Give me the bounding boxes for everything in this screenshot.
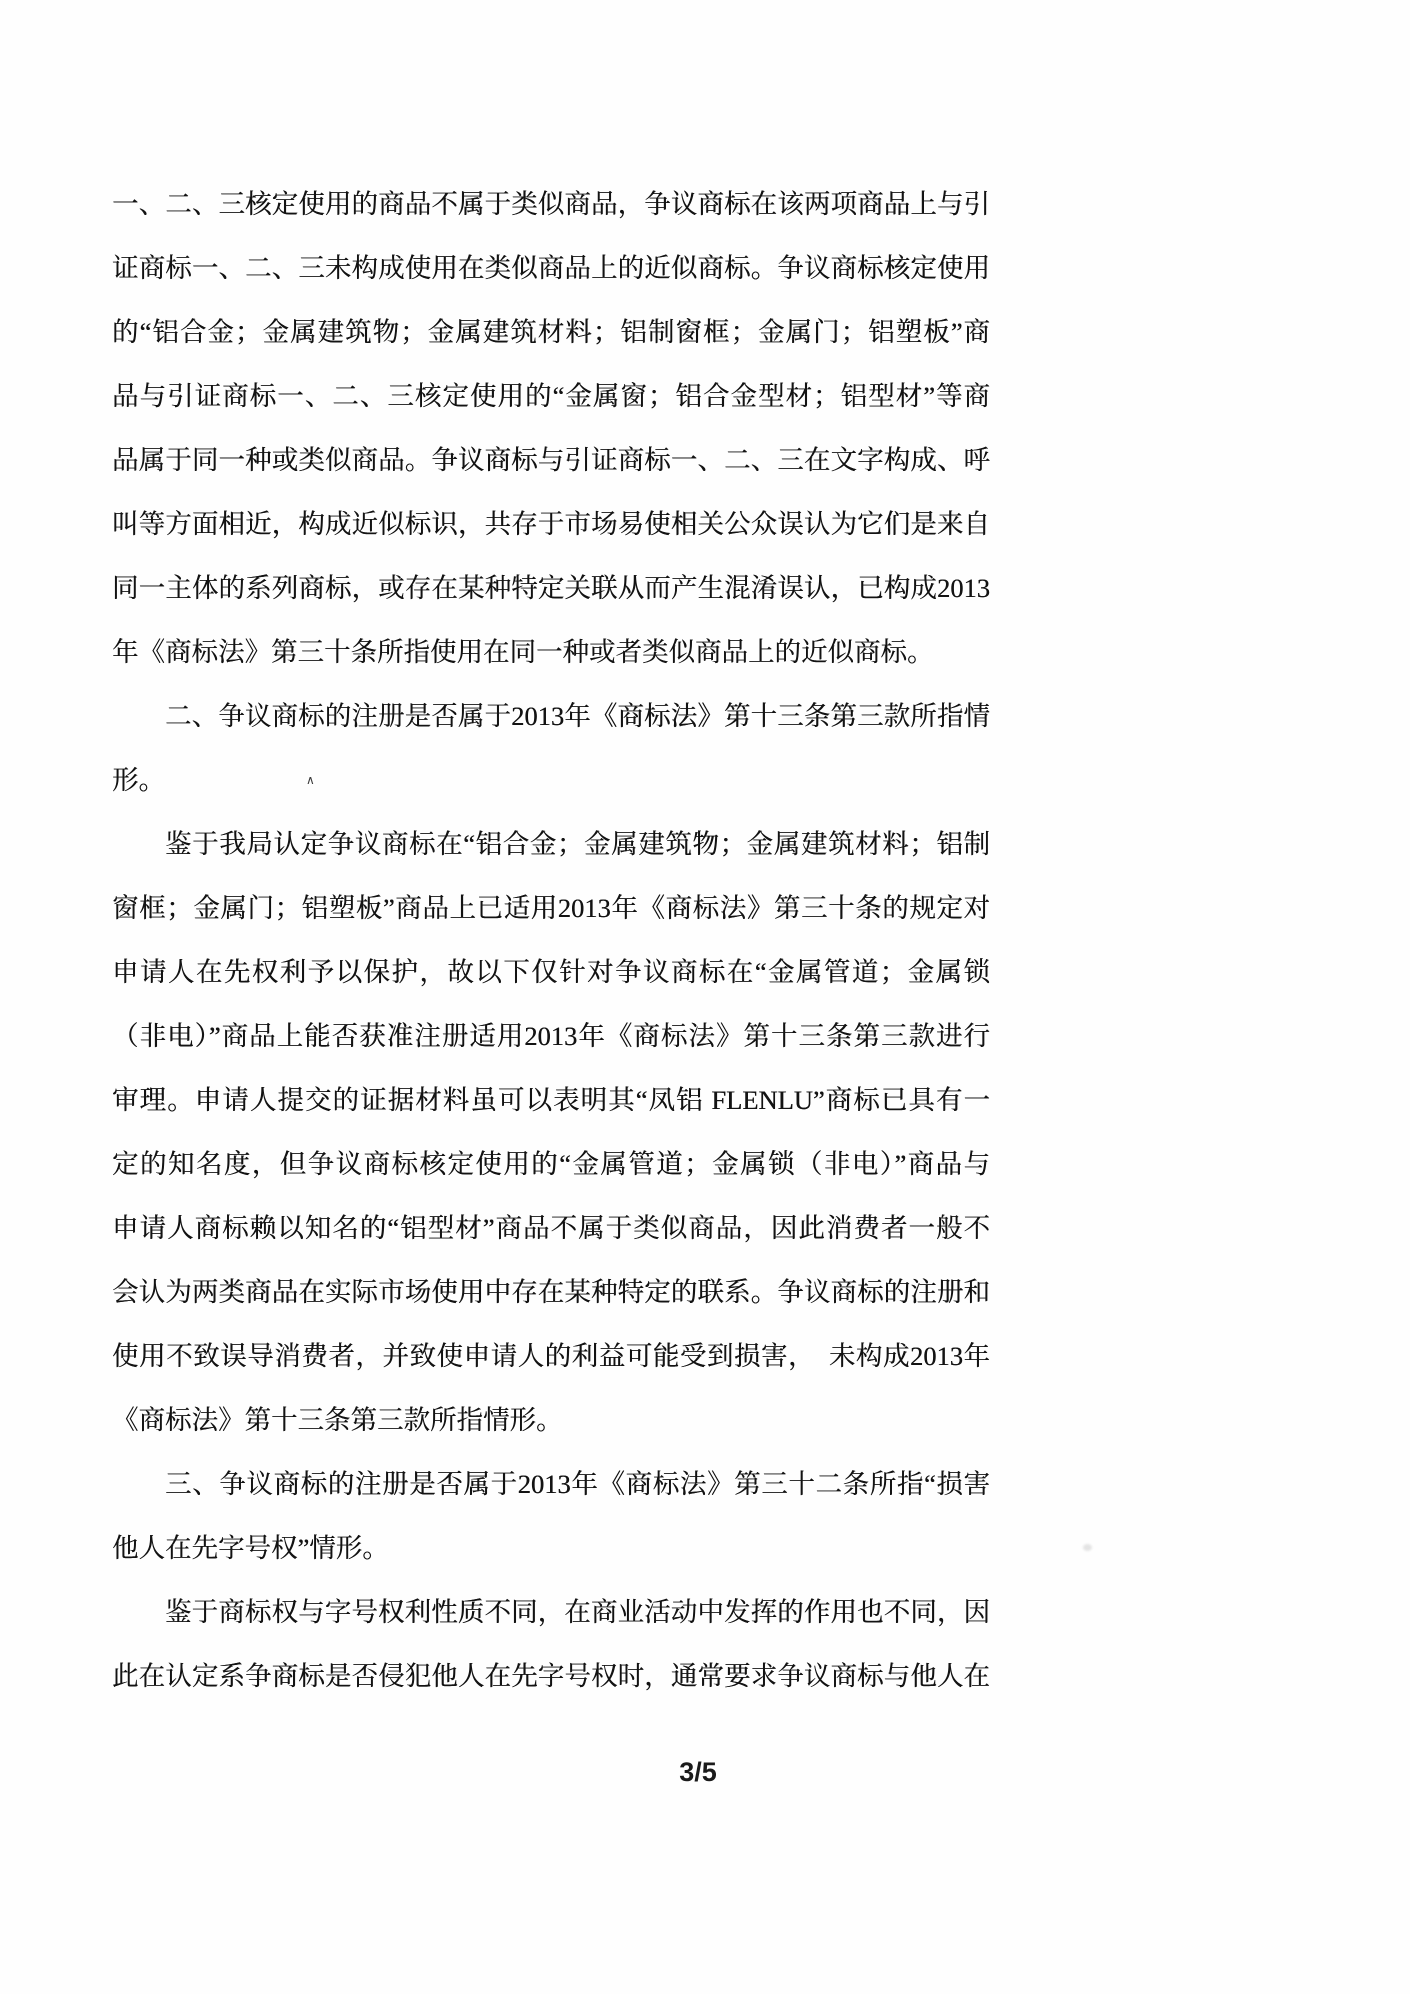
text-line: 年《商标法》第三十条所指使用在同一种或者类似商品上的近似商标。 bbox=[112, 637, 934, 667]
scan-artifact-dot bbox=[1083, 1544, 1092, 1551]
text-line: 审理。申请人提交的证据材料虽可以表明其“凤铝 FLENLU”商标已具有一 bbox=[112, 1085, 990, 1115]
text-line: 品与引证商标一、二、三核定使用的“金属窗；铝合金型材；铝型材”等商 bbox=[112, 381, 990, 411]
text-line: 他人在先字号权”情形。 bbox=[112, 1533, 389, 1563]
text-line: 鉴于商标权与字号权利性质不同，在商业活动中发挥的作用也不同，因 bbox=[165, 1597, 990, 1627]
text-line: 申请人商标赖以知名的“铝型材”商品不属于类似商品，因此消费者一般不 bbox=[112, 1213, 990, 1243]
text-line: 三、争议商标的注册是否属于2013年《商标法》第三十二条所指“损害 bbox=[165, 1469, 990, 1499]
text-line: 会认为两类商品在实际市场使用中存在某种特定的联系。争议商标的注册和 bbox=[112, 1277, 990, 1307]
text-line: 二、争议商标的注册是否属于2013年《商标法》第十三条第三款所指情 bbox=[165, 701, 990, 731]
text-line: 鉴于我局认定争议商标在“铝合金；金属建筑物；金属建筑材料；铝制 bbox=[165, 829, 990, 859]
stray-scan-mark: ∧ bbox=[306, 773, 315, 787]
page-number: 3/5 bbox=[679, 1757, 717, 1787]
text-line: 定的知名度，但争议商标核定使用的“金属管道；金属锁（非电）”商品与 bbox=[112, 1149, 990, 1179]
text-line: 形。 bbox=[112, 765, 165, 795]
text-line: 一、二、三核定使用的商品不属于类似商品，争议商标在该两项商品上与引 bbox=[112, 189, 990, 219]
text-line: 叫等方面相近，构成近似标识，共存于市场易使相关公众误认为它们是来自 bbox=[112, 509, 990, 539]
text-line: 此在认定系争商标是否侵犯他人在先字号权时，通常要求争议商标与他人在 bbox=[112, 1661, 990, 1691]
text-line: 使用不致误导消费者，并致使申请人的利益可能受到损害， 未构成2013年 bbox=[112, 1341, 990, 1371]
text-line: 同一主体的系列商标，或存在某种特定关联从而产生混淆误认，已构成2013 bbox=[112, 573, 990, 603]
text-line: 的“铝合金；金属建筑物；金属建筑材料；铝制窗框；金属门；铝塑板”商 bbox=[112, 317, 990, 347]
text-line: 申请人在先权利予以保护，故以下仅针对争议商标在“金属管道；金属锁 bbox=[112, 957, 990, 987]
text-line: 窗框；金属门；铝塑板”商品上已适用2013年《商标法》第三十条的规定对 bbox=[112, 893, 990, 923]
text-line: 证商标一、二、三未构成使用在类似商品上的近似商标。争议商标核定使用 bbox=[112, 253, 990, 283]
text-line: （非电）”商品上能否获准注册适用2013年《商标法》第十三条第三款进行 bbox=[112, 1021, 990, 1051]
text-line: 《商标法》第十三条第三款所指情形。 bbox=[112, 1405, 563, 1435]
document-body bbox=[112, 172, 990, 1708]
text-line: 品属于同一种或类似商品。争议商标与引证商标一、二、三在文字构成、呼 bbox=[112, 445, 990, 475]
